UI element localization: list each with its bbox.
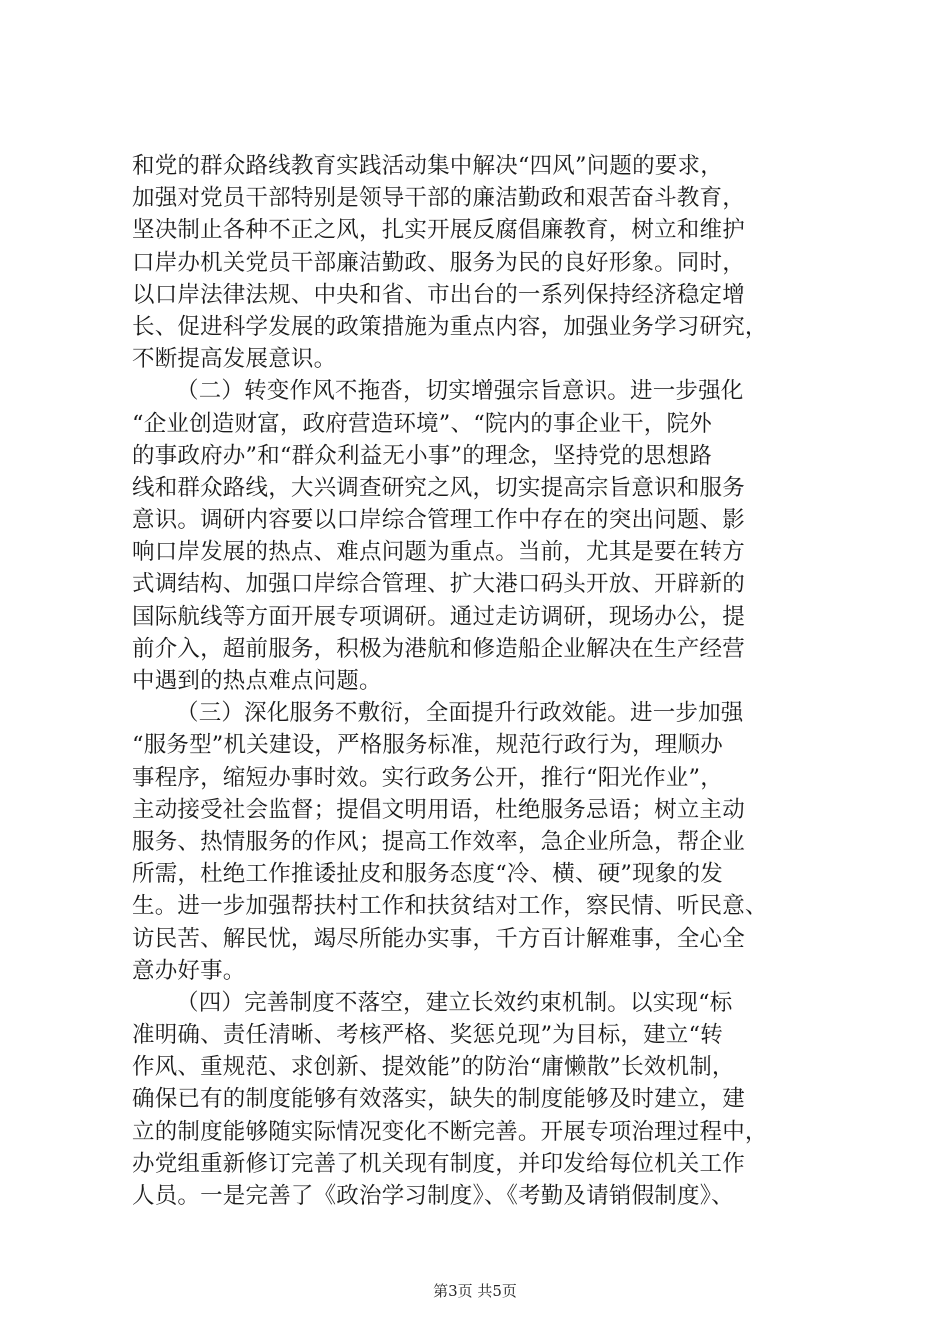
text-line: 确保已有的制度能够有效落实，缺失的制度能够及时建立，建: [132, 1086, 745, 1113]
text-line: 人员。一是完善了《政治学习制度》、《考勤及请销假制度》、: [132, 1183, 734, 1209]
text-line: 所需，杜绝工作推诿扯皮和服务态度“冷、横、硬”现象的发: [132, 861, 723, 888]
text-line: 式调结构、加强口岸综合管理、扩大港口码头开放、开辟新的: [132, 571, 745, 598]
section-heading-line: （三）深化服务不敷衍，全面提升行政效能。进一步加强: [176, 700, 744, 727]
text-line: 不断提高发展意识。: [132, 346, 337, 373]
body-text: [132, 150, 832, 1212]
text-line: 口岸办机关党员干部廉洁勤政、服务为民的良好形象。同时，: [132, 249, 745, 276]
text-line: 立的制度能够随实际情况变化不断完善。开展专项治理过程中，: [132, 1118, 768, 1145]
text-line: 生。进一步加强帮扶村工作和扶贫结对工作，察民情、听民意、: [132, 893, 768, 920]
page-number-footer: 第3页 共5页: [433, 1282, 517, 1300]
text-line: 服务、热情服务的作风；提高工作效率，急企业所急，帮企业: [132, 828, 745, 855]
text-line: 作风、重规范、求创新、提效能”的防治“庸懒散”长效机制，: [132, 1054, 735, 1081]
text-line: 意办好事。: [132, 957, 246, 984]
text-line: 准明确、责任清晰、考核严格、奖惩兑现”为目标，建立“转: [132, 1022, 723, 1049]
text-line: 以口岸法律法规、中央和省、市出台的一系列保持经济稳定增: [132, 281, 745, 308]
text-line: 响口岸发展的热点、难点问题为重点。当前，尤其是要在转方: [132, 539, 745, 566]
text-line: “企业创造财富，政府营造环境”、“院内的事企业干，院外: [132, 410, 712, 437]
text-line: 加强对党员干部特别是领导干部的廉洁勤政和艰苦奋斗教育，: [132, 185, 745, 212]
section-heading-line: （四）完善制度不落空，建立长效约束机制。以实现“标: [176, 989, 733, 1016]
text-line: 国际航线等方面开展专项调研。通过走访调研，现场办公，提: [132, 603, 745, 630]
text-line: 和党的群众路线教育实践活动集中解决“四风”问题的要求，: [132, 153, 723, 179]
text-line: 办党组重新修订完善了机关现有制度，并印发给每位机关工作: [132, 1150, 745, 1177]
text-line: 长、促进科学发展的政策措施为重点内容，加强业务学习研究，: [132, 313, 768, 340]
text-line: 前介入，超前服务，积极为港航和修造船企业解决在生产经营: [132, 635, 745, 662]
text-line: 访民苦、解民忧，竭尽所能办实事，千方百计解难事，全心全: [132, 925, 745, 952]
text-line: 中遇到的热点难点问题。: [132, 668, 382, 694]
text-line: 意识。调研内容要以口岸综合管理工作中存在的突出问题、影: [132, 507, 745, 534]
text-line: 的事政府办”和“群众利益无小事”的理念，坚持党的思想路: [132, 442, 712, 469]
text-line: 坚决制止各种不正之风，扎实开展反腐倡廉教育，树立和维护: [132, 217, 745, 244]
text-line: 事程序，缩短办事时效。实行政务公开，推行“阳光作业”，: [132, 764, 723, 791]
text-line: 主动接受社会监督；提倡文明用语，杜绝服务忌语；树立主动: [132, 796, 745, 823]
text-line: “服务型”机关建设，严格服务标准，规范行政行为，理顺办: [132, 732, 723, 759]
section-heading-line: （二）转变作风不拖沓，切实增强宗旨意识。进一步强化: [176, 378, 744, 405]
text-line: 线和群众路线，大兴调查研究之风，切实提高宗旨意识和服务: [132, 474, 745, 501]
